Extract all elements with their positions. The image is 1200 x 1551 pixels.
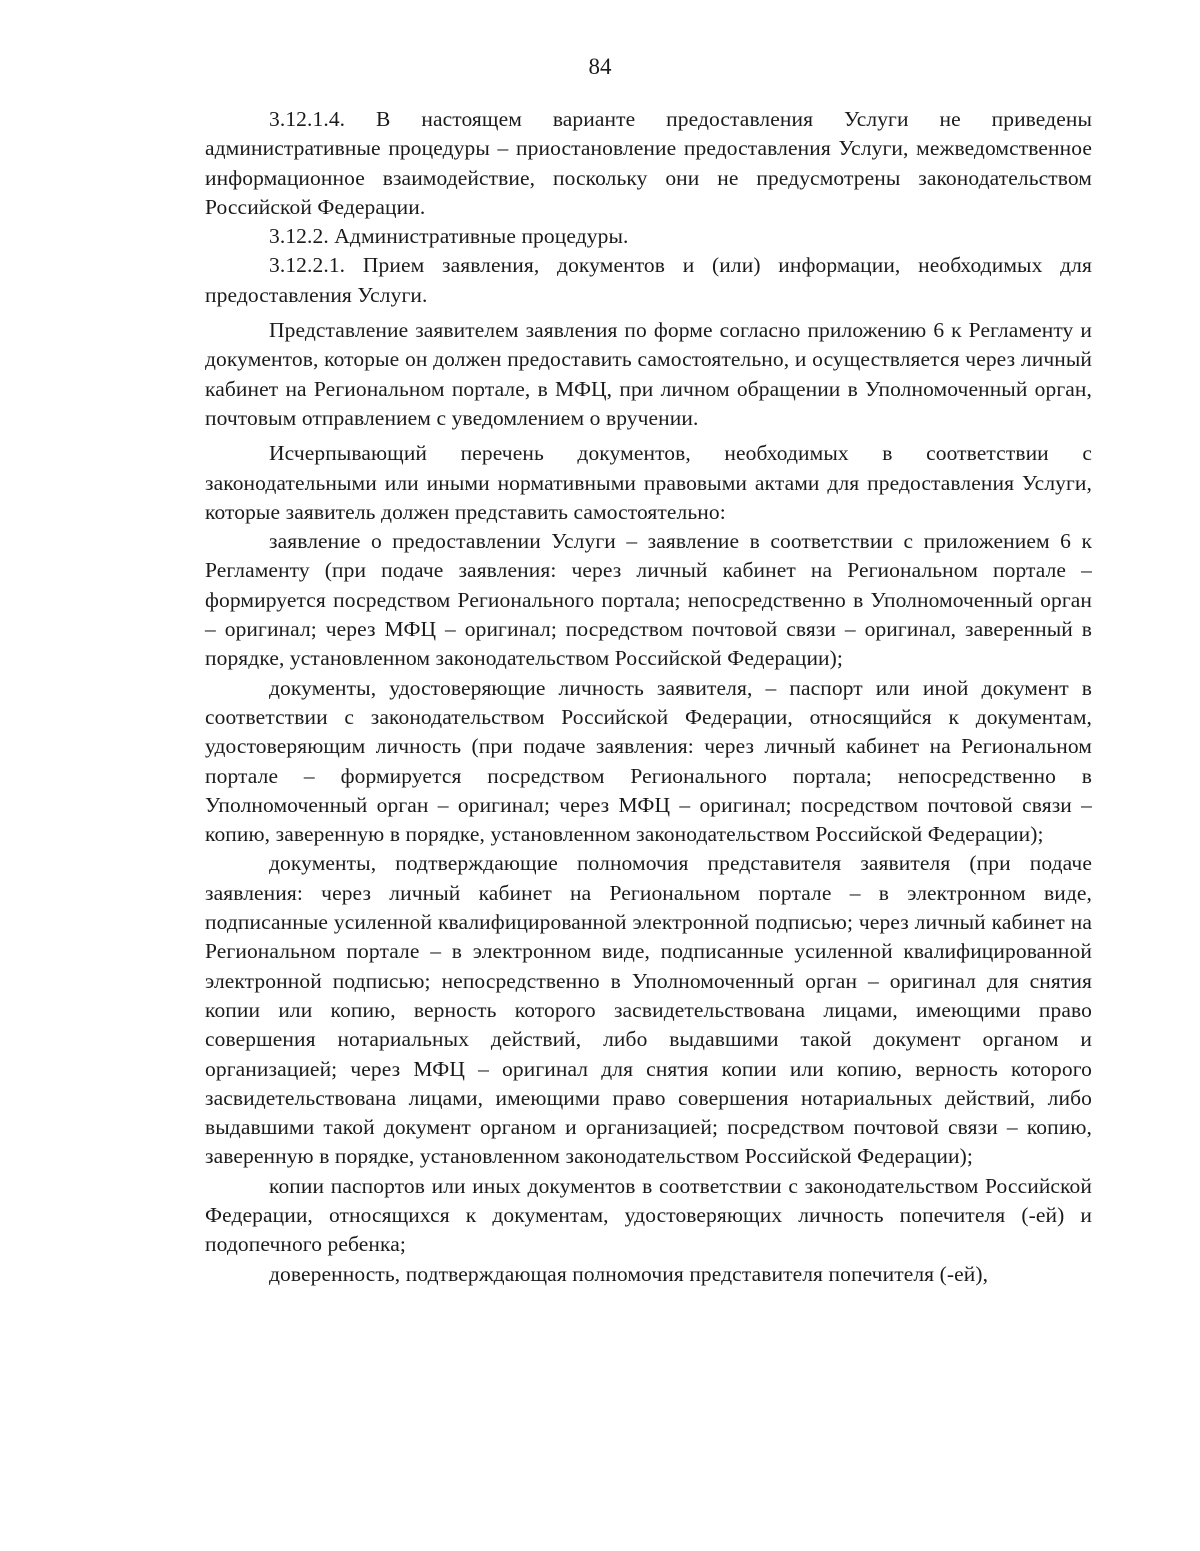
list-item-identity-documents: документы, удостоверяющие личность заявителя, – паспорт или иной документ в соответствии с законодательством Российской Федерации, относящийся к документам, удостоверяющим личность (при подаче заявления: через личный кабинет на Региональном портале – формируется посредством Регионального портала; непосредственно в Уполномоченный орган – оригинал; через МФЦ – оригинал; посредством почтовой связи – копию, заверенную в порядке, установленном законодательством Российской Федерации); <box>205 675 1092 847</box>
list-item-power-of-attorney: доверенность, подтверждающая полномочия представителя попечителя (-ей), <box>269 1261 989 1286</box>
paragraph-submission-methods: Представление заявителем заявления по форме согласно приложению 6 к Регламенту и документов, которые он должен предоставить самостоятельно, и осуществляется через личный кабинет на Региональном портале, в МФЦ, при личном обращении в Уполномоченный орган, почтовым отправлением с уведомлением о вручении. <box>205 318 1092 430</box>
paragraph-3-12-2-heading: 3.12.2. Административные процедуры. <box>269 224 629 249</box>
document-body <box>205 105 1092 1289</box>
list-item-representative-authority: документы, подтверждающие полномочия представителя заявителя (при подаче заявления: через личный кабинет на Региональном портале – в электронном виде, подписанные усиленной квалифицированной электронной подписью; через личный кабинет на Региональном портале – в электронном виде, подписанные усиленной квалифицированной электронной подписью; непосредственно в Уполномоченный орган – оригинал для снятия копии или копию, верность которого засвидетельствована лицами, имеющими право совершения нотариальных действий, либо выдавшими такой документ органом и организацией; через МФЦ – оригинал для снятия копии или копию, верность которого засвидетельствована лицами, имеющими право совершения нотариальных действий, либо выдавшими такой документ органом и организацией; посредством почтовой связи – копию, заверенную в порядке, установленном законодательством Российской Федерации); <box>205 851 1092 1169</box>
paragraph-3-12-1-4: 3.12.1.4. В настоящем варианте предоставления Услуги не приведены административные процедуры – приостановление предоставления Услуги, межведомственное информационное взаимодействие, поскольку они не предусмотрены законодательством Российской Федерации. <box>205 107 1092 219</box>
page-number: 84 <box>588 54 612 79</box>
paragraph-documents-list-intro: Исчерпывающий перечень документов, необходимых в соответствии с законодательными или иными нормативными правовыми актами для предоставления Услуги, которые заявитель должен представить самостоятельно: <box>205 441 1092 524</box>
paragraph-3-12-2-1: 3.12.2.1. Прием заявления, документов и (или) информации, необходимых для предоставления Услуги. <box>205 253 1092 307</box>
list-item-application: заявление о предоставлении Услуги – заявление в соответствии с приложением 6 к Регламенту (при подаче заявления: через личный кабинет на Региональном портале – формируется посредством Регионального портала; непосредственно в Уполномоченный орган – оригинал; через МФЦ – оригинал; посредством почтовой связи – оригинал, заверенный в порядке, установленном законодательством Российской Федерации); <box>205 529 1092 671</box>
list-item-passport-copies: копии паспортов или иных документов в соответствии с законодательством Российской Федерации, относящихся к документам, удостоверяющих личность попечителя (-ей) и подопечного ребенка; <box>205 1173 1092 1257</box>
